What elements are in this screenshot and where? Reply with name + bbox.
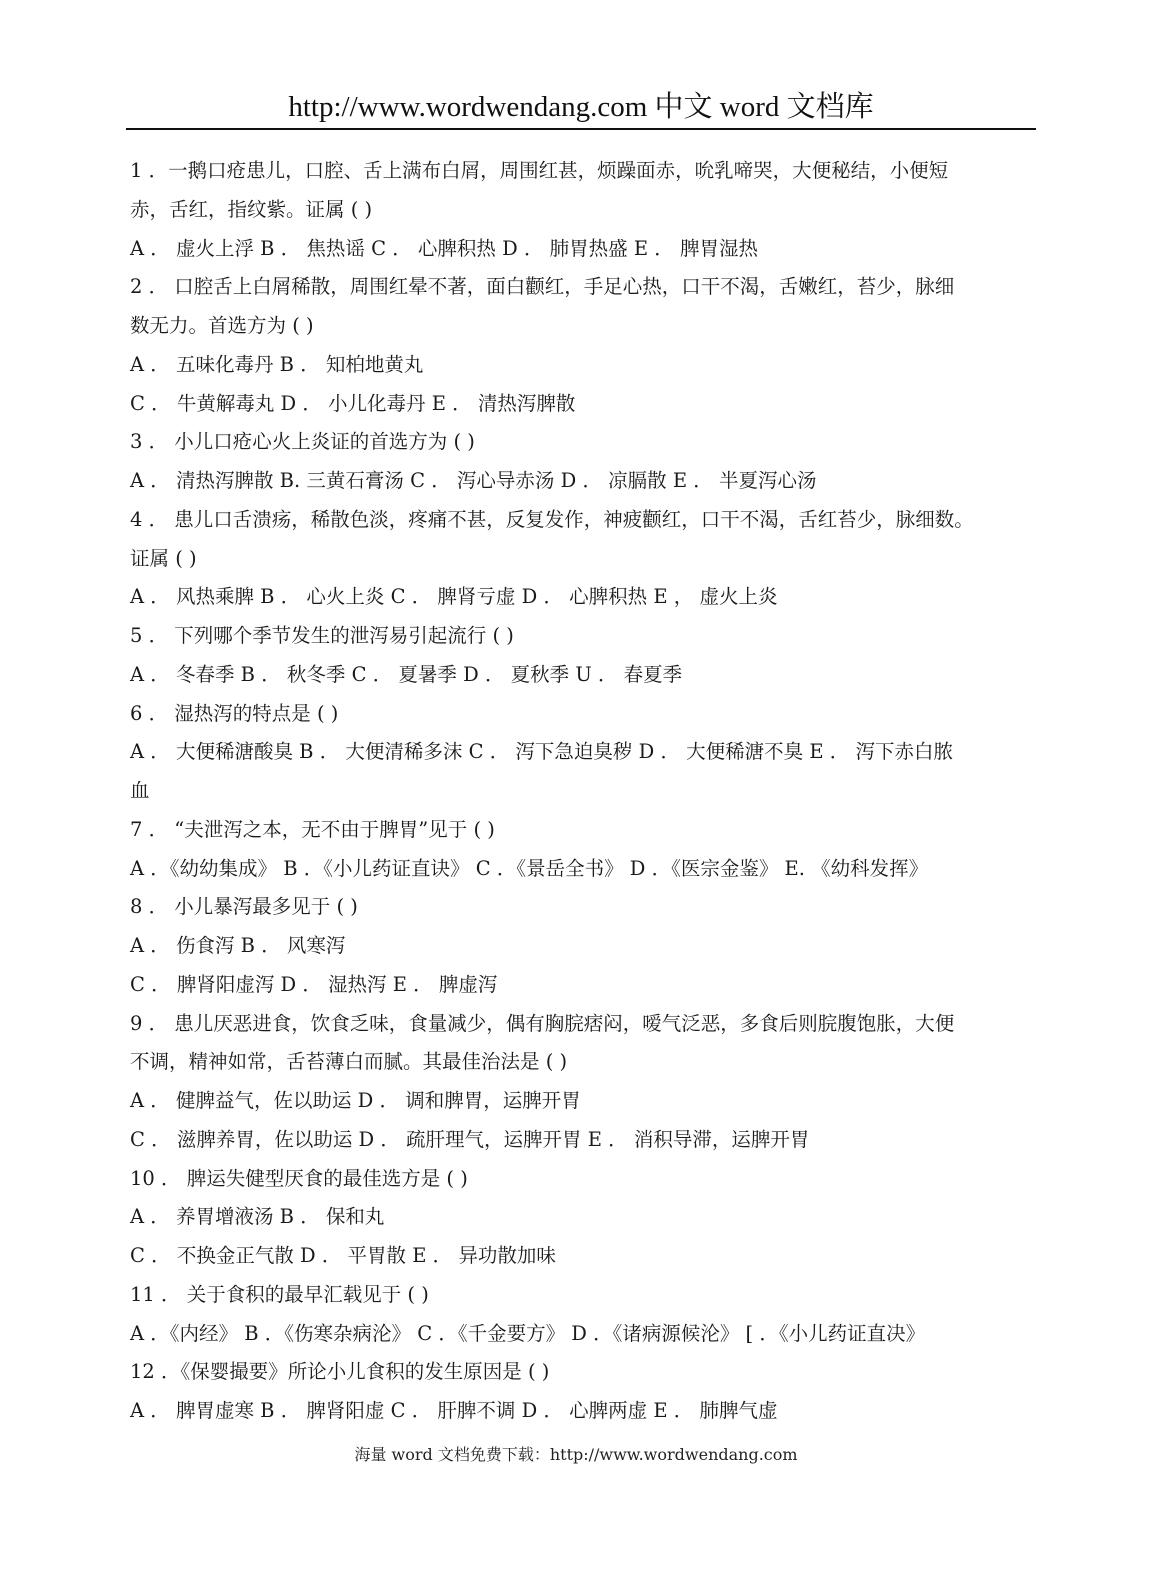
text-line: C ． 脾肾阳虚泻 D ． 湿热泻 E ． 脾虚泻 — [130, 972, 498, 996]
text-line: C ． 牛黄解毒丸 D ． 小儿化毒丹 E ． 清热泻脾散 — [130, 391, 576, 415]
text-line: 4 ． 患儿口舌溃疡，稀散色淡，疼痛不甚，反复发作，神疲颧红，口干不渴，舌红苔少，脉细数。 — [130, 507, 974, 531]
text-line: 3 ． 小儿口疮心火上炎证的首选方为 ( ) — [130, 430, 475, 454]
text-line: A ．《内经》 B ．《伤寒杂病沦》 C ．《千金要方》 D ．《诸病源候沦》 [ ．《小儿药证直决》 — [130, 1321, 926, 1345]
text-line: A ． 健脾益气，佐以助运 D ． 调和脾胃，运脾开胃 — [130, 1089, 581, 1112]
text-line: 7 ． “夫泄泻之本，无不由于脾胃”见于 ( ) — [130, 817, 495, 841]
text-line: C ． 滋脾养胃，佐以助运 D ． 疏肝理气，运脾开胃 E ． 消积导滞，运脾开胃 — [130, 1127, 810, 1151]
text-line: A ． 伤食泻 B ． 风寒泻 — [130, 934, 346, 957]
question-list — [130, 152, 1040, 1431]
text-line: 证属 ( ) — [130, 546, 197, 570]
text-line: C ． 不换金正气散 D ． 平胃散 E ． 异功散加味 — [130, 1244, 556, 1267]
text-line: 11 ． 关于食积的最早汇载见于 ( ) — [130, 1282, 429, 1306]
text-line: A ． 清热泻脾散 B. 三黄石膏汤 C ． 泻心导赤汤 D ． 凉膈散 E ． 半夏泻心汤 — [130, 469, 817, 492]
text-line: 5 ． 下列哪个季节发生的泄泻易引起流行 ( ) — [130, 624, 514, 647]
header-divider — [126, 128, 1036, 130]
page-header: http://www.wordwendang.com 中文 word 文档库 — [288, 91, 874, 123]
text-line: 10 ． 脾运失健型厌食的最佳选方是 ( ) — [130, 1166, 468, 1190]
text-line: 2 ． 口腔舌上白屑稀散，周围红晕不著，面白颧红，手足心热，口干不渴，舌嫩红，苔少，脉细 — [130, 275, 955, 299]
text-line: A ． 冬春季 B ． 秋冬季 C ． 夏暑季 D ． 夏秋季 U ． 春夏季 — [130, 662, 683, 686]
text-line: 血 — [130, 779, 150, 802]
text-line: A ． 虚火上浮 B ． 焦热谣 C ． 心脾积热 D ． 肺胃热盛 E ． 脾胃湿热 — [130, 236, 758, 260]
text-line: A ． 脾胃虚寒 B ． 脾肾阳虚 C ． 肝脾不调 D ． 心脾两虚 E ． 肺脾气虚 — [130, 1399, 778, 1422]
text-line: A ． 大便稀溏酸臭 B ． 大便清稀多沫 C ． 泻下急迫臭秽 D ． 大便稀溏不臭 E ． 泻下赤白脓 — [130, 740, 953, 764]
text-line: 不调，精神如常，舌苔薄白而腻。其最佳治法是 ( ) — [130, 1050, 568, 1074]
text-line: 赤，舌红，指纹紫。证属 ( ) — [130, 197, 373, 221]
text-line: 9 ． 患儿厌恶进食，饮食乏味，食量减少，偶有胸脘痞闷，嗳气泛恶，多食后则脘腹饱胀，大便 — [130, 1011, 955, 1035]
text-line: 8 ． 小儿暴泻最多见于 ( ) — [130, 895, 358, 919]
text-line: 12 ．《保婴撮要》所论小儿食积的发生原因是 ( ) — [130, 1360, 550, 1384]
text-line: A ．《幼幼集成》 B ．《小儿药证直诀》 C ．《景岳全书》 D ．《医宗金鉴》 E. 《幼科发挥》 — [130, 856, 929, 880]
text-line: 6 ． 湿热泻的特点是 ( ) — [130, 701, 339, 725]
text-line: A ． 五味化毒丹 B ． 知柏地黄丸 — [130, 352, 424, 376]
text-line: A ． 风热乘脾 B ． 心火上炎 C ． 脾肾亏虚 D ． 心脾积热 E ， 虚火上炎 — [130, 585, 778, 609]
text-line: 1 ．一鹅口疮患儿，口腔、舌上满布白屑，周围红甚，烦躁面赤，吮乳啼哭，大便秘结，小便短 — [130, 159, 949, 182]
text-line: A ． 养胃增液汤 B ． 保和丸 — [130, 1205, 385, 1229]
page-footer: 海量 word 文档免费下载：http://www.wordwendang.com — [354, 1445, 798, 1464]
text-line: 数无力。首选方为 ( ) — [130, 314, 314, 337]
